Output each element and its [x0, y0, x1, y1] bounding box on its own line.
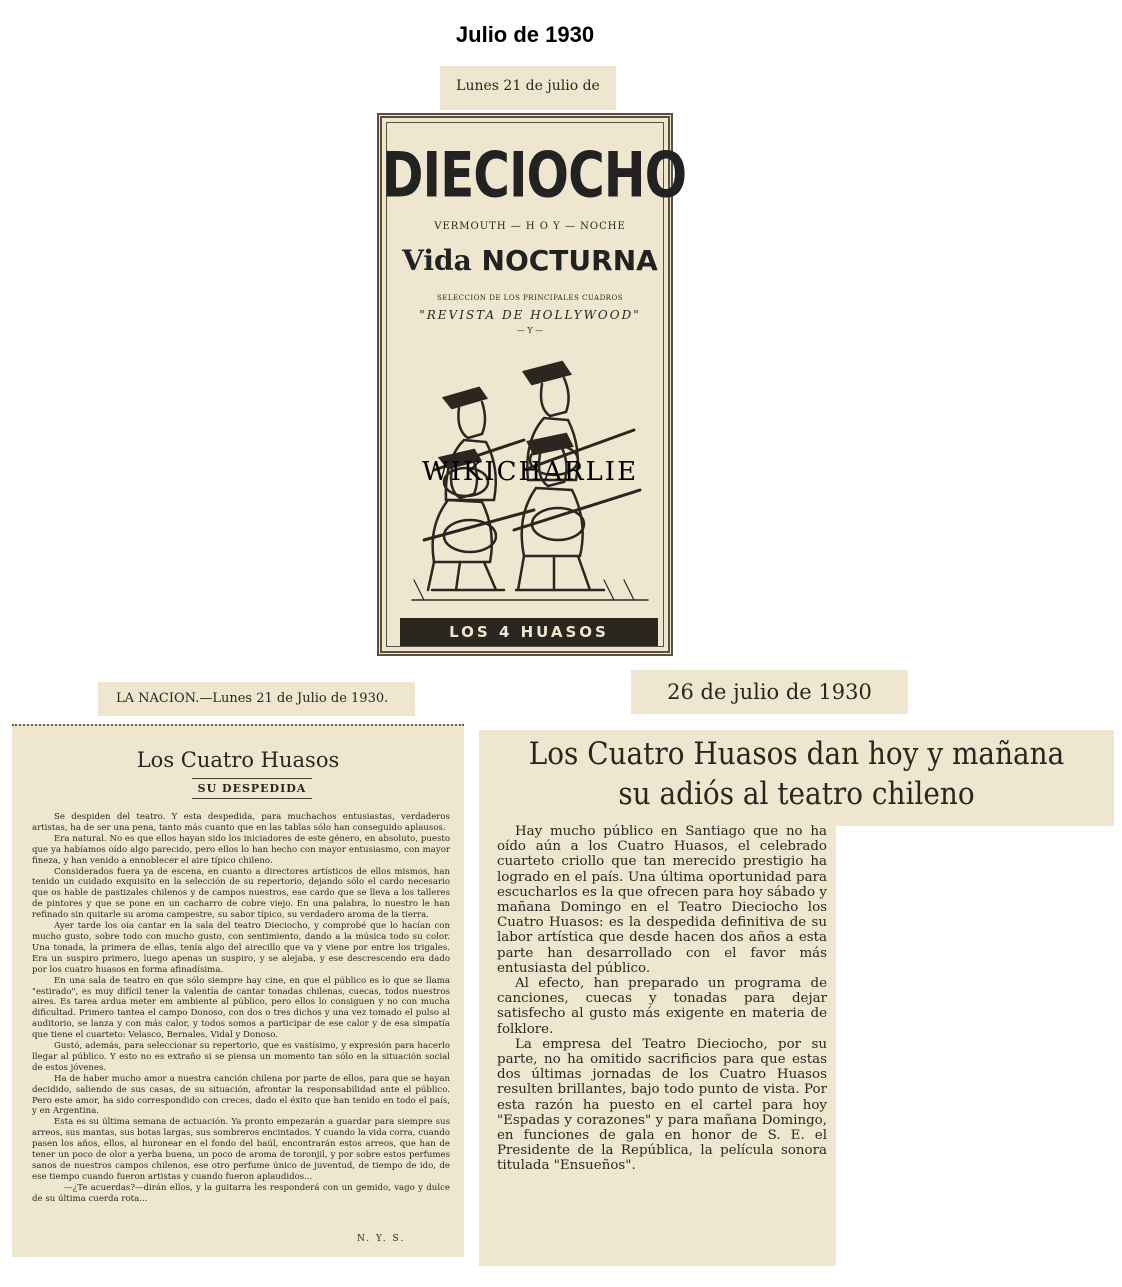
paragraph: En una sala de teatro en que sólo siempre hay cine, en que el público es lo que se llama "estirado", es muy difícil tener la valentía de cantar tonadas chilenas, cuecas, todos nuestros aires. Es tarea ardua meter em ambiente al público, pero ellos lo consiguen y no con mucha dificultad. Primero tantea el campo Donoso, con dos o tres dichos y una vez tomado el pulso al auditorio, se lanza y con más calor, y todos somos a participar de ese calor y de esa simpatía que tiene el cuarteto: Velasco, Bernales, Vidal y Donoso.	[32, 975, 450, 1041]
right-date-clipping: 26 de julio de 1930	[631, 670, 908, 714]
article-right-body	[497, 824, 827, 1174]
article-left-body	[32, 812, 450, 1205]
article-right-title-line1: Los Cuatro Huasos dan hoy y mañana	[528, 736, 1065, 772]
poster-vida-nocturna	[382, 244, 678, 277]
paragraph: Era natural. No es que ellos hayan sido los iniciadores de este género, en absoluto, puesto que ya habíamos oído algo parecido, pero ellos lo han hecho con mayor entusiasmo, con mayor fineza, y han venido a ennoblecer el aire típico chileno.	[32, 833, 450, 866]
article-left-title: Los Cuatro Huasos	[136, 748, 340, 772]
page-title: Julio de 1930	[455, 22, 595, 47]
paragraph: Esta es su última semana de actuación. Ya pronto empezarán a guardar para siempre sus arreos, sus mantas, sus botas largas, sus sombreros encintados. Y cuando la vida corra, cuando pasen los años, ellos, al huronear en el fondo del baúl, encontrarán estos arreos, que han de tener un poco de olor a yerba buena, un poco de aroma de toronjil, y por sobre estos perfumes sanos de nuestros campos chilenos, ese otro perfume único de juventud, de tiempo de ido, de ese tiempo cuando fueron artistas y cuando fueron aplaudidos...	[32, 1117, 450, 1182]
la-nacion-date-clipping: LA NACION.—Lunes 21 de Julio de 1930.	[98, 682, 415, 716]
article-right-title	[511, 734, 1083, 814]
paragraph: Se despiden del teatro. Y esta despedida, para muchachos entusiastas, verdaderos artistas, ha de ser una pena, tanto más cuanto que en las tablas sólo han conseguido aplausos.	[32, 812, 450, 833]
poster-revista: "REVISTA DE HOLLYWOOD"	[419, 308, 641, 322]
paragraph: Al efecto, han preparado un programa de canciones, cuecas y tonadas para dejar satisfecho al gusto más exigente en materia de folklore.	[497, 976, 827, 1037]
paragraph: Gustó, además, para seleccionar su repertorio, que es vastísimo, y expresión para hacerlo llegar al público. Y esto no es extraño si se piensa un momento tan sólo en la situación social de estos jóvenes.	[32, 1041, 450, 1073]
poster-watermark: WIKICHARLIE	[421, 457, 639, 487]
article-adios-teatro	[479, 826, 836, 1266]
paragraph: Considerados fuera ya de escena, en cuanto a directores artísticos de ellos mismos, han tenido un cuidado exquisito en la selección de su repertorio, dejando sólo el cardo necesario que os hable de pastizales chilenos y de campos nuestros, ese cardo que se lleva a los talleres de pintores y que se pone en un cacharro de cobre viejo. En una palabra, lo nuestro le han refinado sin quitarle su aroma campestre, su sabor típico, su verdadero aroma de la tierra.	[32, 866, 450, 921]
poster-date-clipping: Lunes 21 de julio de	[440, 66, 616, 110]
poster-y-divider: — Y —	[516, 326, 544, 335]
four-guitarists-illustration	[404, 350, 656, 612]
article-right-headline	[479, 730, 1114, 826]
poster-selection-line: SELECCION DE LOS PRINCIPALES CUADROS	[437, 294, 623, 302]
paragraph: Ha de haber mucho amor a nuestra canción chilena por parte de ellos, para que se hayan decidido, saliendo de sus casas, de su situación, afrontar la responsabilidad ante el público. Pero este amor, ha sido correspondido con creces, dado el éxito que han tenido en todo el país, y en Argentina.	[32, 1073, 450, 1117]
poster-vida-main: NOCTURNA	[481, 244, 658, 277]
article-left-subtitle: SU DESPEDIDA	[192, 778, 312, 799]
paragraph: —¿Te acuerdas?—dirán ellos, y la guitarra les responderá con un gemido, vago y dulce de su última cuerda rota...	[32, 1182, 450, 1204]
article-su-despedida	[12, 724, 464, 1257]
paragraph: La empresa del Teatro Dieciocho, por su parte, no ha omitido sacrificios para que estas dos últimas jornadas de los Cuatro Huasos resulten brillantes, bajo todo punto de vista. Por esta razón ha puesto en el cartel para hoy "Espadas y corazones" y para mañana Domingo, en funciones de gala en honor de S. E. el Presidente de la República, la película sonora titulada "Ensueños".	[497, 1036, 827, 1174]
los-cuatro-huasos-band: LOS 4 HUASOS	[400, 618, 658, 646]
poster-title: DIECIOCHO	[382, 138, 687, 212]
paragraph: Hay mucho público en Santiago que no ha oído aún a los Cuatro Huasos, el celebrado cuarteto criollo que tan merecido prestigio ha logrado en el país. Una última oportunidad para escucharlos es la que ofrecen para hoy sábado y mañana Domingo en el Teatro Dieciocho los Cuatro Huasos: es la despedida definitiva de su labor artística que desde hacen dos años a esta parte han desarrollado con el favor más entusiasta del público.	[497, 824, 827, 976]
paragraph: Ayer tarde los oía cantar en la sala del teatro Dieciocho, y comprobé que lo hacían con mucho gusto, sobre todo con mucho gusto, con sentimiento, dando a la música todo su color. Una tonada, la primera de ellas, tenía algo del airecillo que va y viene por entre los trigales. Era un suspiro primero, luego apenas un suspiro, y se alejaba, y ese descrescendo era dado por los cuatro huasos en forma afinadísima.	[32, 921, 450, 975]
dieciocho-poster	[377, 113, 687, 656]
poster-subtitle: VERMOUTH — H O Y — NOCHE	[434, 221, 626, 232]
article-right-title-line2: su adiós al teatro chileno	[618, 776, 975, 812]
article-left-signature: N. Y. S.	[357, 1234, 406, 1244]
poster-vida-prefix: Vida	[402, 244, 482, 277]
